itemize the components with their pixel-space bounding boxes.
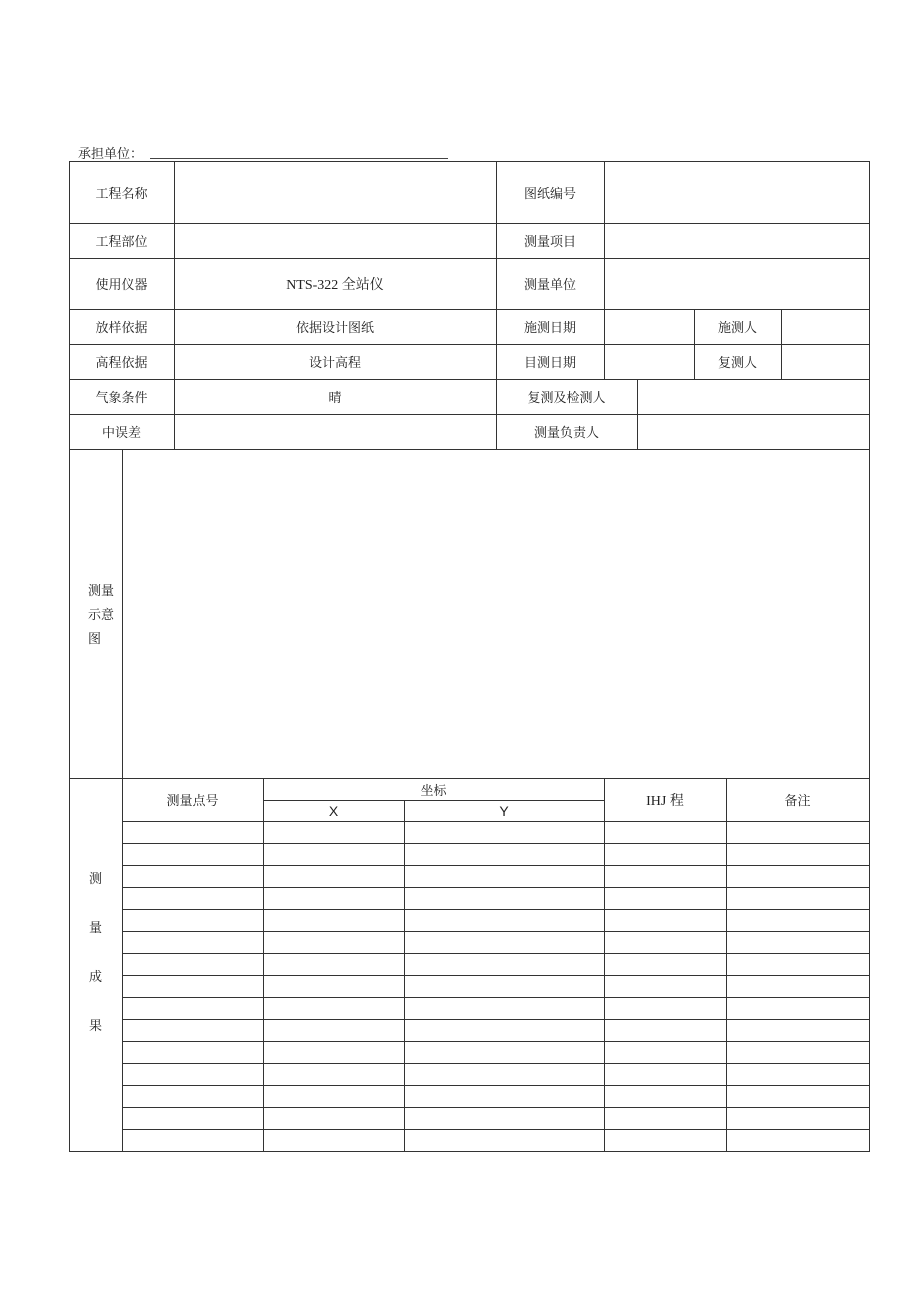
checker-field[interactable] — [637, 379, 869, 414]
results-side-label: 成 — [88, 969, 102, 985]
result-cell[interactable] — [122, 1019, 263, 1041]
result-cell[interactable] — [122, 909, 263, 931]
result-cell[interactable] — [604, 909, 726, 931]
survey-date-label: 施测日期 — [523, 321, 576, 336]
result-cell[interactable] — [122, 821, 263, 843]
diagram-label-line: 测量 — [88, 584, 115, 599]
result-cell[interactable] — [263, 997, 404, 1019]
result-cell[interactable] — [122, 931, 263, 953]
coordinate-x-header: X — [328, 802, 339, 819]
result-cell[interactable] — [263, 1019, 404, 1041]
result-cell[interactable] — [404, 1085, 604, 1107]
result-cell[interactable] — [404, 1107, 604, 1129]
result-cell[interactable] — [263, 931, 404, 953]
result-cell[interactable] — [122, 865, 263, 887]
result-cell[interactable] — [122, 1063, 263, 1085]
result-cell[interactable] — [122, 1041, 263, 1063]
surveyor-label: 施测人 — [717, 321, 757, 336]
result-cell[interactable] — [404, 1129, 604, 1151]
resurveyor-field[interactable] — [781, 344, 869, 379]
survey-unit-field[interactable] — [604, 258, 869, 309]
resurvey-date-field[interactable] — [604, 344, 694, 379]
result-cell[interactable] — [263, 821, 404, 843]
result-cell[interactable] — [122, 1085, 263, 1107]
table-rule — [869, 161, 870, 1151]
result-cell[interactable] — [726, 1063, 869, 1085]
result-cell[interactable] — [404, 997, 604, 1019]
result-cell[interactable] — [122, 887, 263, 909]
result-cell[interactable] — [604, 1129, 726, 1151]
drawing-number-field[interactable] — [604, 161, 869, 223]
result-cell[interactable] — [404, 931, 604, 953]
survey-item-label: 测量项目 — [523, 235, 576, 250]
result-cell[interactable] — [726, 887, 869, 909]
result-cell[interactable] — [263, 909, 404, 931]
result-cell[interactable] — [263, 1041, 404, 1063]
undertaking-unit-label: 承担单位： — [78, 147, 144, 162]
result-cell[interactable] — [263, 887, 404, 909]
result-cell[interactable] — [726, 1107, 869, 1129]
result-cell[interactable] — [404, 865, 604, 887]
undertaking-unit-underline[interactable] — [150, 158, 448, 159]
result-cell[interactable] — [122, 997, 263, 1019]
result-cell[interactable] — [604, 1085, 726, 1107]
survey-unit-label: 测量单位 — [523, 278, 576, 293]
elevation-header: IHJ 程 — [646, 793, 684, 809]
result-cell[interactable] — [404, 1063, 604, 1085]
diagram-label — [88, 580, 114, 652]
results-side-label: 量 — [88, 920, 102, 936]
result-cell[interactable] — [726, 1041, 869, 1063]
result-cell[interactable] — [604, 843, 726, 865]
result-cell[interactable] — [604, 1019, 726, 1041]
resurveyor-label: 复测人 — [717, 356, 757, 371]
result-cell[interactable] — [263, 1107, 404, 1129]
result-cell[interactable] — [263, 953, 404, 975]
result-cell[interactable] — [726, 1085, 869, 1107]
result-cell[interactable] — [263, 865, 404, 887]
weather-label: 气象条件 — [95, 391, 148, 406]
project-part-field[interactable] — [174, 223, 496, 258]
diagram-label-line: 图 — [88, 632, 102, 647]
result-cell[interactable] — [604, 975, 726, 997]
result-cell[interactable] — [404, 1041, 604, 1063]
result-cell[interactable] — [726, 1129, 869, 1151]
results-side-label: 测 — [88, 871, 102, 887]
layout-basis-value[interactable]: 依据设计图纸 — [295, 321, 374, 336]
result-cell[interactable] — [726, 821, 869, 843]
mean-error-label: 中误差 — [101, 426, 141, 441]
mean-error-field[interactable] — [174, 414, 496, 449]
result-cell[interactable] — [404, 887, 604, 909]
survey-leader-field[interactable] — [637, 414, 869, 449]
remarks-header: 备注 — [784, 794, 811, 809]
result-cell[interactable] — [604, 865, 726, 887]
result-cell[interactable] — [263, 1129, 404, 1151]
result-cell[interactable] — [122, 843, 263, 865]
result-cell[interactable] — [263, 843, 404, 865]
coordinate-header: 坐标 — [420, 783, 447, 799]
result-cell[interactable] — [604, 821, 726, 843]
result-cell[interactable] — [726, 1019, 869, 1041]
result-cell[interactable] — [404, 843, 604, 865]
project-name-field[interactable] — [174, 161, 496, 223]
result-cell[interactable] — [726, 909, 869, 931]
layout-basis-label: 放样依据 — [95, 321, 148, 336]
result-cell[interactable] — [122, 975, 263, 997]
result-cell[interactable] — [604, 997, 726, 1019]
diagram-label-line: 示意 — [88, 608, 115, 623]
survey-date-field[interactable] — [604, 309, 694, 344]
result-cell[interactable] — [726, 931, 869, 953]
result-cell[interactable] — [726, 975, 869, 997]
result-cell[interactable] — [404, 821, 604, 843]
point-number-header: 测量点号 — [166, 794, 219, 809]
surveyor-field[interactable] — [781, 309, 869, 344]
instrument-value[interactable]: NTS-322 全站仪 — [286, 277, 384, 293]
resurvey-date-label: 目测日期 — [523, 356, 576, 371]
result-cell[interactable] — [263, 1063, 404, 1085]
result-cell[interactable] — [404, 909, 604, 931]
instrument-label: 使用仪器 — [95, 278, 148, 293]
result-cell[interactable] — [122, 953, 263, 975]
project-name-label: 工程名称 — [95, 186, 148, 202]
result-cell[interactable] — [604, 1063, 726, 1085]
elevation-basis-value[interactable]: 设计高程 — [308, 356, 361, 371]
table-rule — [69, 1151, 870, 1152]
drawing-number-label: 图纸编号 — [523, 186, 576, 202]
diagram-area[interactable] — [122, 449, 869, 778]
result-cell[interactable] — [726, 865, 869, 887]
checker-label: 复测及检测人 — [527, 391, 606, 406]
result-cell[interactable] — [604, 1041, 726, 1063]
result-cell[interactable] — [604, 887, 726, 909]
result-cell[interactable] — [726, 953, 869, 975]
elevation-basis-label: 高程依据 — [95, 356, 148, 371]
result-cell[interactable] — [604, 953, 726, 975]
result-cell[interactable] — [604, 931, 726, 953]
result-cell[interactable] — [122, 1129, 263, 1151]
coordinate-y-header: Y — [499, 802, 509, 819]
result-cell[interactable] — [404, 975, 604, 997]
result-cell[interactable] — [404, 1019, 604, 1041]
result-cell[interactable] — [726, 997, 869, 1019]
result-cell[interactable] — [726, 843, 869, 865]
weather-value[interactable]: 晴 — [328, 391, 342, 406]
result-cell[interactable] — [604, 1107, 726, 1129]
project-part-label: 工程部位 — [95, 235, 148, 250]
survey-leader-label: 测量负责人 — [533, 426, 599, 441]
result-cell[interactable] — [263, 1085, 404, 1107]
result-cell[interactable] — [404, 953, 604, 975]
survey-item-field[interactable] — [604, 223, 869, 258]
results-side-label: 果 — [88, 1018, 102, 1034]
result-cell[interactable] — [263, 975, 404, 997]
result-cell[interactable] — [122, 1107, 263, 1129]
